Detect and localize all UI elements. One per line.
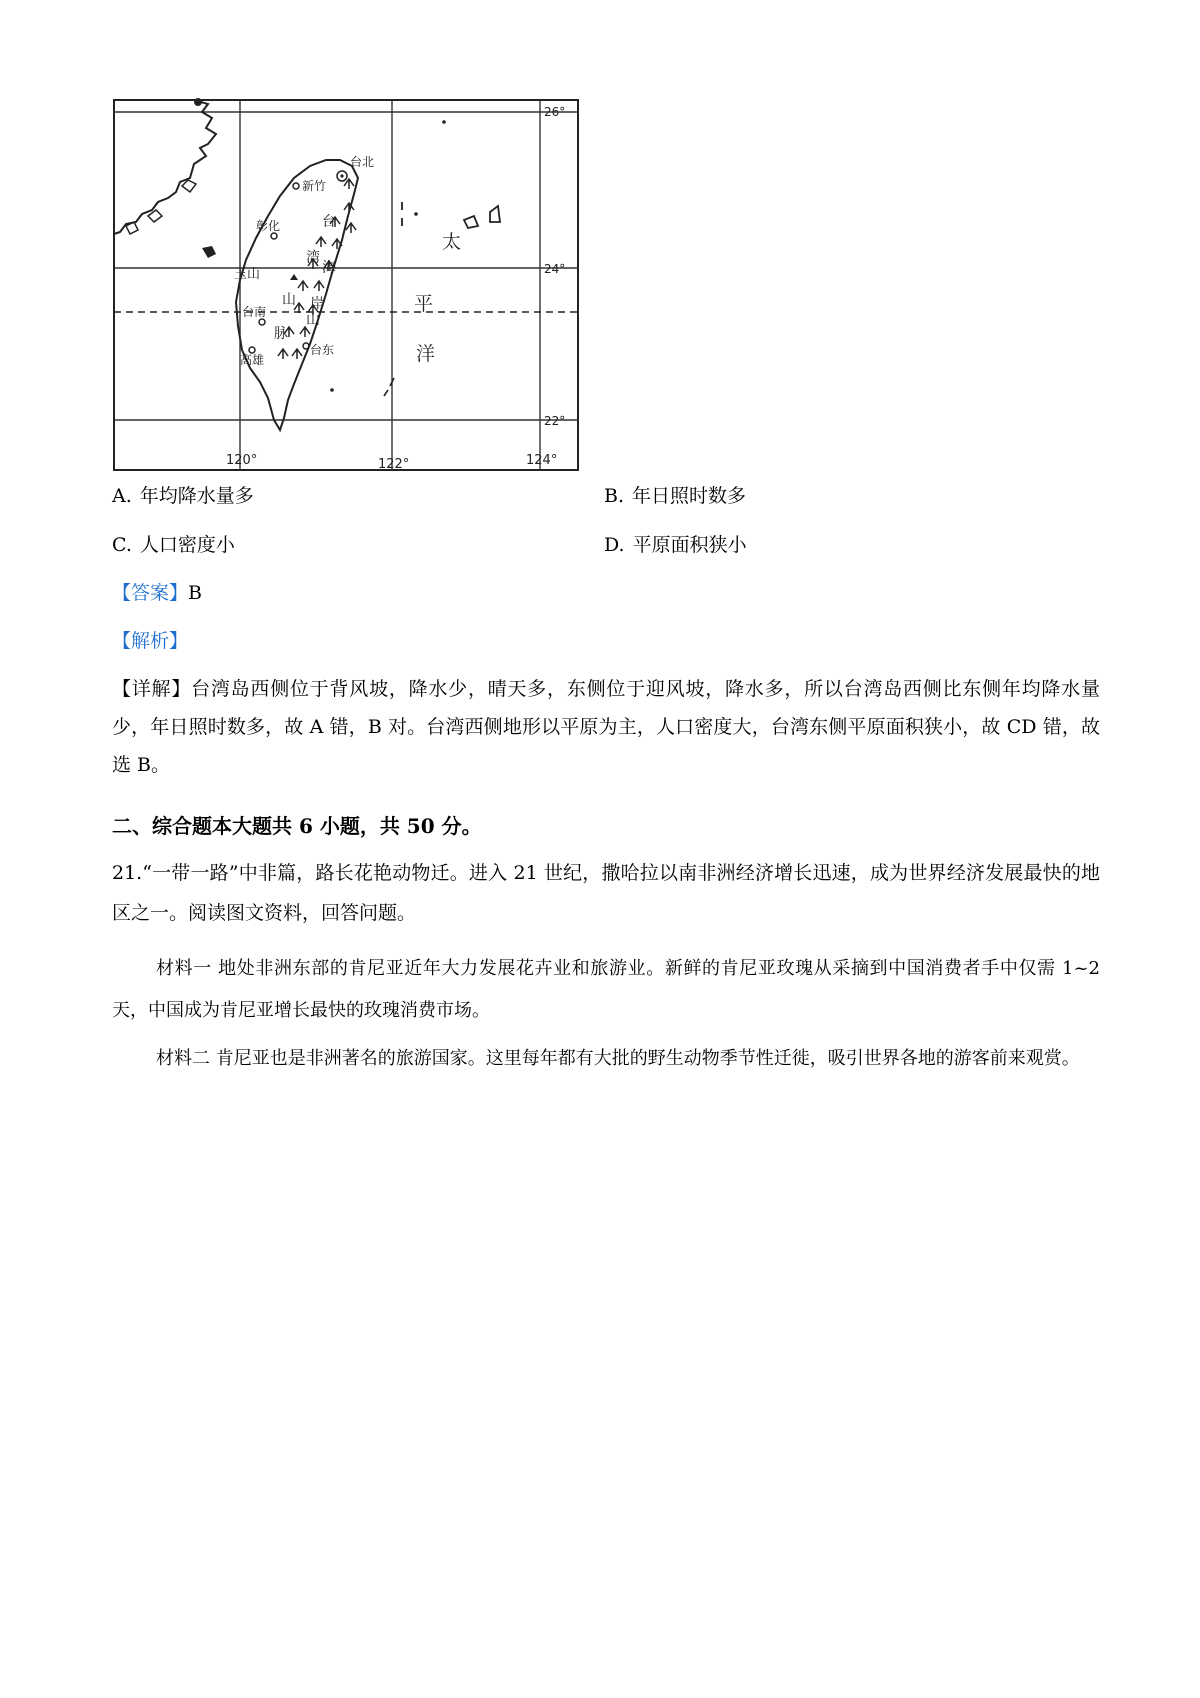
map-frame [114,100,578,470]
penghu-islet [202,246,216,258]
islet-dot-2 [442,120,446,124]
ocean-char-2: 平 [414,293,434,315]
option-c-text: 人口密度小 [139,534,235,556]
lon-label-124: 124° [526,453,558,468]
mountain-char-7: 脉 [274,326,288,342]
place-hsinchu: 新竹 [302,179,327,193]
taitung-marker [303,343,309,349]
option-d-letter: D. [604,534,625,556]
mountain-char-2: 湾 [306,250,320,266]
answer-line [112,581,202,605]
detail-text: 台湾岛西侧位于背风坡，降水少，晴天多，东侧位于迎风坡，降水多，所以台湾岛西侧比东侧年均降水量少，年日照时数多，故 A 错，B 对。台湾西侧地形以平原为主，人口密度大，台湾东侧平原面积狭小，故 CD 错，故选 B。 [112,678,1100,776]
lon-label-122: 122° [378,457,410,472]
option-a-letter: A. [112,485,132,507]
yushan-marker [290,274,298,280]
detail-paragraph [112,670,1100,784]
islet-top [194,98,202,106]
mountain-char-5: 山 [282,292,296,308]
answer-label: 【答案】 [112,582,189,604]
material-2: 材料二 肯尼亚也是非洲著名的旅游国家。这里每年都有大批的野生动物季节性迁徙，吸引世界各地的游客前来观赏。 [156,1048,1080,1069]
section-heading: 二、综合题本大题共 6 小题，共 50 分。 [112,814,482,838]
option-b[interactable] [604,484,746,508]
option-b-letter: B. [604,485,625,507]
analysis-line [112,629,188,653]
place-taitung: 台东 [310,343,335,357]
question-21: 21.“一带一路”中非篇，路长花艳动物迁。进入 21 世纪，撒哈拉以南非洲经济增长迅速，成为世界经济发展最快的地区之一。阅读图文资料，回答问题。 [112,862,1100,924]
option-c[interactable] [112,533,235,557]
place-tainan: 台南 [242,305,267,319]
mountain-symbols [278,179,356,359]
option-b-text: 年日照时数多 [632,485,747,507]
lat-label-26: 26° [544,105,566,119]
place-yushan: 玉山 [234,267,261,282]
hsinchu-marker [293,183,299,189]
taiwan-map [112,98,582,474]
material-1: 材料一 地处非洲东部的肯尼亚近年大力发展花卉业和旅游业。新鲜的肯尼亚玫瑰从采摘到中国消费者手中仅需 1~2 天，中国成为肯尼亚增长最快的玫瑰消费市场。 [112,958,1100,1021]
mountain-char-4: 岸 [310,296,324,312]
option-d[interactable] [604,533,747,557]
taiwan-map-svg [112,98,582,474]
mountain-char-1: 台 [322,214,336,230]
mountain-char-6: 山 [306,312,320,328]
option-a-text: 年均降水量多 [139,485,254,507]
lon-label-120: 120° [226,453,258,468]
analysis-label: 【解析】 [112,630,189,652]
taiwan-island-outline [236,160,358,430]
east-islet-1 [464,216,478,228]
detail-label: 【详解】 [112,678,192,700]
ocean-char-3: 洋 [416,343,436,365]
lat-label-22: 22° [544,414,566,428]
coastal-islands [126,180,196,234]
option-d-text: 平原面积狭小 [632,534,747,556]
mainland-coastline [114,100,216,234]
lat-label-24: 24° [544,262,566,276]
changhua-marker [271,233,277,239]
islet-mark-4 [384,390,388,396]
islet-dot-3 [330,388,334,392]
place-kaohsiung: 高雄 [240,353,265,367]
option-a[interactable] [112,484,254,508]
east-islet-2 [490,206,500,222]
islet-dot-1 [414,212,418,216]
answer-value: B [188,582,202,604]
place-changhua: 彰化 [256,219,281,233]
ocean-char-1: 太 [442,231,462,253]
tainan-marker [259,319,265,325]
mountain-char-3: 海 [322,260,336,276]
place-taipei: 台北 [350,155,375,169]
option-c-letter: C. [112,534,132,556]
